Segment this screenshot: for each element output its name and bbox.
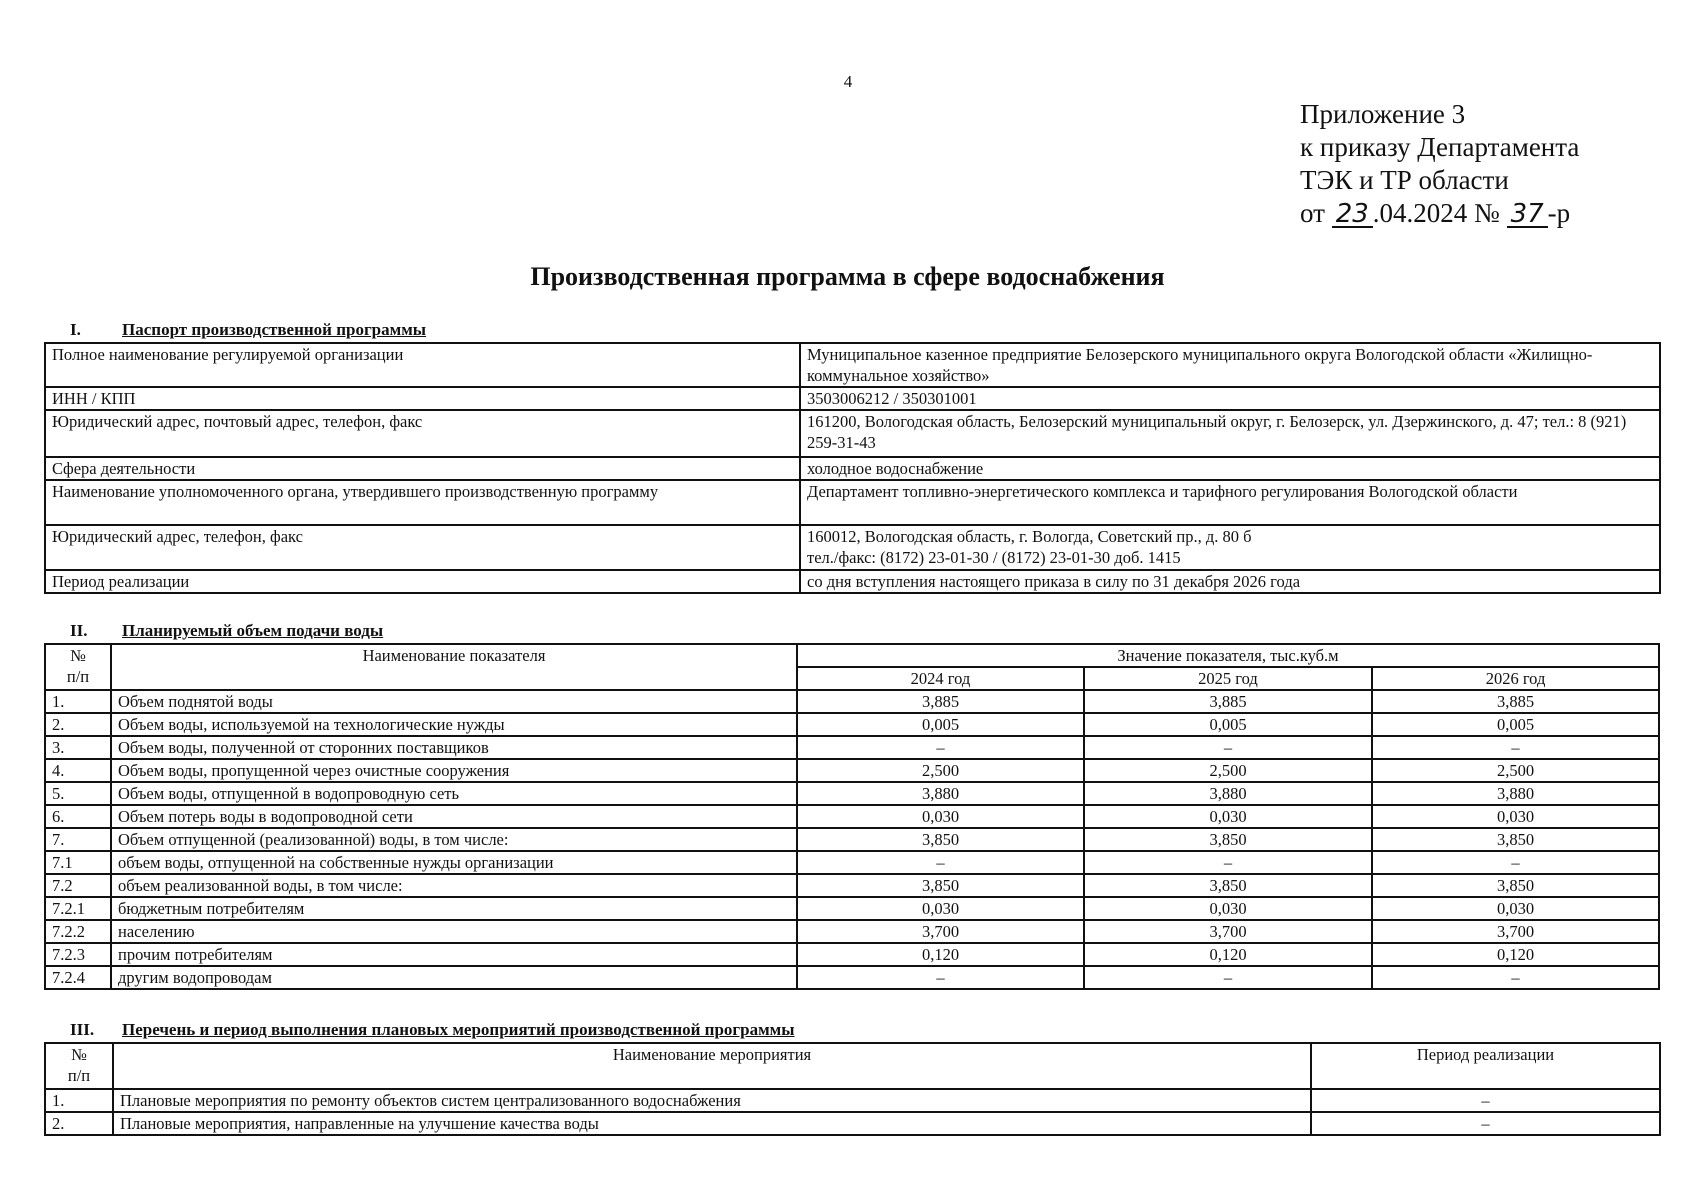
annex-date-line	[1300, 197, 1579, 230]
section-3-title: Перечень и период выполнения плановых мероприятий производственной программы	[122, 1020, 795, 1039]
row-name: прочим потребителям	[111, 943, 797, 966]
table-row	[45, 759, 1659, 782]
passport-label: ИНН / КПП	[45, 387, 800, 410]
passport-value: со дня вступления настоящего приказа в силу по 31 декабря 2026 года	[800, 570, 1660, 593]
row-value-2024: 3,850	[797, 828, 1084, 851]
row-value-2025: 0,030	[1084, 805, 1372, 828]
table-row	[45, 828, 1659, 851]
row-value-2026: 3,850	[1372, 828, 1659, 851]
table-row	[45, 805, 1659, 828]
row-name: Объем воды, отпущенной в водопроводную сеть	[111, 782, 797, 805]
row-value-2025: –	[1084, 736, 1372, 759]
passport-value: Муниципальное казенное предприятие Белозерского муниципального округа Вологодской области «Жилищно-коммунальное хозяйство»	[800, 343, 1660, 387]
passport-row	[45, 457, 1660, 480]
row-value-2024: 0,005	[797, 713, 1084, 736]
passport-row	[45, 480, 1660, 525]
row-value-2024: 3,850	[797, 874, 1084, 897]
row-name: Плановые мероприятия, направленные на улучшение качества воды	[113, 1112, 1311, 1135]
passport-value: Департамент топливно-энергетического комплекса и тарифного регулирования Вологодской области	[800, 480, 1660, 525]
row-no: 7.2.4	[45, 966, 111, 989]
date-rest: .04.2024 №	[1372, 198, 1500, 228]
table-row	[45, 736, 1659, 759]
row-no: 7.2.2	[45, 920, 111, 943]
passport-value-line-2: тел./факс: (8172) 23-01-30 / (8172) 23-01-30 доб. 1415	[807, 548, 1181, 567]
header-pp: п/п	[67, 1066, 91, 1085]
table-row	[45, 1112, 1660, 1135]
annex-block	[1300, 98, 1579, 230]
row-value-2026: 0,030	[1372, 805, 1659, 828]
passport-value: 161200, Вологодская область, Белозерский муниципальный округ, г. Белозерск, ул. Дзержинского, д. 47; тел.: 8 (921) 259-31-43	[800, 410, 1660, 457]
row-value-2025: 2,500	[1084, 759, 1372, 782]
passport-label: Период реализации	[45, 570, 800, 593]
section-2-number: II.	[70, 621, 88, 640]
section-1-heading	[70, 320, 426, 340]
row-no: 4.	[45, 759, 111, 782]
passport-label: Наименование уполномоченного органа, утвердившего производственную программу	[45, 480, 800, 525]
document-title: Производственная программа в сфере водоснабжения	[530, 262, 1165, 291]
passport-label: Сфера деятельности	[45, 457, 800, 480]
row-value-2025: 3,885	[1084, 690, 1372, 713]
row-value-2025: 0,030	[1084, 897, 1372, 920]
table-row	[45, 943, 1659, 966]
passport-value: 3503006212 / 350301001	[800, 387, 1660, 410]
row-value-2024: 3,880	[797, 782, 1084, 805]
passport-value	[800, 525, 1660, 570]
header-year-2026: 2026 год	[1372, 667, 1659, 690]
water-supply-table	[44, 643, 1660, 990]
row-name: Объем поднятой воды	[111, 690, 797, 713]
table-row	[45, 1089, 1660, 1112]
header-pp: п/п	[66, 667, 90, 686]
row-name: Объем отпущенной (реализованной) воды, в том числе:	[111, 828, 797, 851]
row-period: –	[1311, 1112, 1660, 1135]
passport-value-line-1: 160012, Вологодская область, г. Вологда, Советский пр., д. 80 б	[807, 527, 1252, 546]
row-name: Объем воды, пропущенной через очистные сооружения	[111, 759, 797, 782]
row-value-2025: 0,005	[1084, 713, 1372, 736]
header-year-2025: 2025 год	[1084, 667, 1372, 690]
row-name: другим водопроводам	[111, 966, 797, 989]
table-row	[45, 874, 1659, 897]
table-header-row	[45, 644, 1659, 667]
row-value-2024: –	[797, 966, 1084, 989]
row-value-2025: 3,700	[1084, 920, 1372, 943]
row-value-2026: –	[1372, 966, 1659, 989]
row-name: бюджетным потребителям	[111, 897, 797, 920]
passport-label: Юридический адрес, почтовый адрес, телефон, факс	[45, 410, 800, 457]
handwritten-day: 23	[1332, 202, 1373, 228]
row-value-2025: –	[1084, 966, 1372, 989]
row-value-2026: 0,030	[1372, 897, 1659, 920]
page-number: 4	[843, 72, 853, 91]
row-no: 1.	[45, 690, 111, 713]
row-period: –	[1311, 1089, 1660, 1112]
row-name: объем воды, отпущенной на собственные нужды организации	[111, 851, 797, 874]
row-value-2025: 3,850	[1084, 874, 1372, 897]
section-1-number: I.	[70, 320, 81, 339]
table-row	[45, 690, 1659, 713]
row-no: 7.	[45, 828, 111, 851]
row-value-2026: 3,880	[1372, 782, 1659, 805]
row-value-2026: 3,700	[1372, 920, 1659, 943]
passport-table	[44, 342, 1661, 594]
passport-label: Юридический адрес, телефон, факс	[45, 525, 800, 570]
passport-label: Полное наименование регулируемой организации	[45, 343, 800, 387]
row-no: 7.2.1	[45, 897, 111, 920]
row-value-2026: 2,500	[1372, 759, 1659, 782]
header-no-sign: №	[71, 1045, 87, 1064]
annex-line-2: к приказу Департамента	[1300, 132, 1580, 162]
passport-row	[45, 570, 1660, 593]
handwritten-order-number: 37	[1507, 202, 1548, 228]
passport-row	[45, 387, 1660, 410]
row-name: объем реализованной воды, в том числе:	[111, 874, 797, 897]
row-name: Плановые мероприятия по ремонту объектов систем централизованного водоснабжения	[113, 1089, 1311, 1112]
date-prefix: от	[1300, 198, 1325, 228]
row-value-2025: 3,850	[1084, 828, 1372, 851]
row-no: 1.	[45, 1089, 113, 1112]
section-2-heading	[70, 621, 383, 641]
row-name: Объем потерь воды в водопроводной сети	[111, 805, 797, 828]
annex-line-1: Приложение 3	[1300, 99, 1466, 129]
row-value-2026: 3,850	[1372, 874, 1659, 897]
annex-line-3: ТЭК и ТР области	[1300, 165, 1509, 195]
row-no: 6.	[45, 805, 111, 828]
row-value-2026: 3,885	[1372, 690, 1659, 713]
header-no	[45, 1043, 113, 1089]
row-no: 7.2.3	[45, 943, 111, 966]
row-value-2026: –	[1372, 851, 1659, 874]
row-value-2026: 0,005	[1372, 713, 1659, 736]
row-name: Объем воды, полученной от сторонних поставщиков	[111, 736, 797, 759]
planned-measures-table	[44, 1042, 1661, 1136]
section-3-number: III.	[70, 1020, 95, 1039]
row-value-2024: 0,120	[797, 943, 1084, 966]
table-row	[45, 851, 1659, 874]
row-no: 2.	[45, 713, 111, 736]
row-value-2024: 3,885	[797, 690, 1084, 713]
row-name: населению	[111, 920, 797, 943]
row-no: 7.2	[45, 874, 111, 897]
header-measure-name: Наименование мероприятия	[113, 1043, 1311, 1089]
passport-value: холодное водоснабжение	[800, 457, 1660, 480]
table-header-row	[45, 1043, 1660, 1089]
row-value-2024: –	[797, 736, 1084, 759]
row-value-2024: 2,500	[797, 759, 1084, 782]
table-row	[45, 713, 1659, 736]
header-no-sign: №	[70, 646, 86, 665]
header-indicator-value: Значение показателя, тыс.куб.м	[797, 644, 1659, 667]
row-value-2024: –	[797, 851, 1084, 874]
row-value-2026: –	[1372, 736, 1659, 759]
table-row	[45, 897, 1659, 920]
row-value-2025: 0,120	[1084, 943, 1372, 966]
passport-row	[45, 525, 1660, 570]
row-value-2024: 0,030	[797, 897, 1084, 920]
header-indicator-name: Наименование показателя	[111, 644, 797, 690]
passport-row	[45, 343, 1660, 387]
row-no: 3.	[45, 736, 111, 759]
table-row	[45, 782, 1659, 805]
passport-row	[45, 410, 1660, 457]
section-1-title: Паспорт производственной программы	[122, 320, 427, 339]
row-no: 7.1	[45, 851, 111, 874]
header-no	[45, 644, 111, 690]
section-3-heading	[70, 1020, 795, 1040]
table-row	[45, 920, 1659, 943]
order-suffix: -р	[1547, 198, 1571, 228]
row-value-2024: 0,030	[797, 805, 1084, 828]
row-no: 2.	[45, 1112, 113, 1135]
row-value-2025: –	[1084, 851, 1372, 874]
row-value-2025: 3,880	[1084, 782, 1372, 805]
row-value-2024: 3,700	[797, 920, 1084, 943]
row-name: Объем воды, используемой на технологические нужды	[111, 713, 797, 736]
section-2-title: Планируемый объем подачи воды	[122, 621, 384, 640]
table-row	[45, 966, 1659, 989]
header-period: Период реализации	[1311, 1043, 1660, 1089]
row-value-2026: 0,120	[1372, 943, 1659, 966]
header-year-2024: 2024 год	[797, 667, 1084, 690]
row-no: 5.	[45, 782, 111, 805]
